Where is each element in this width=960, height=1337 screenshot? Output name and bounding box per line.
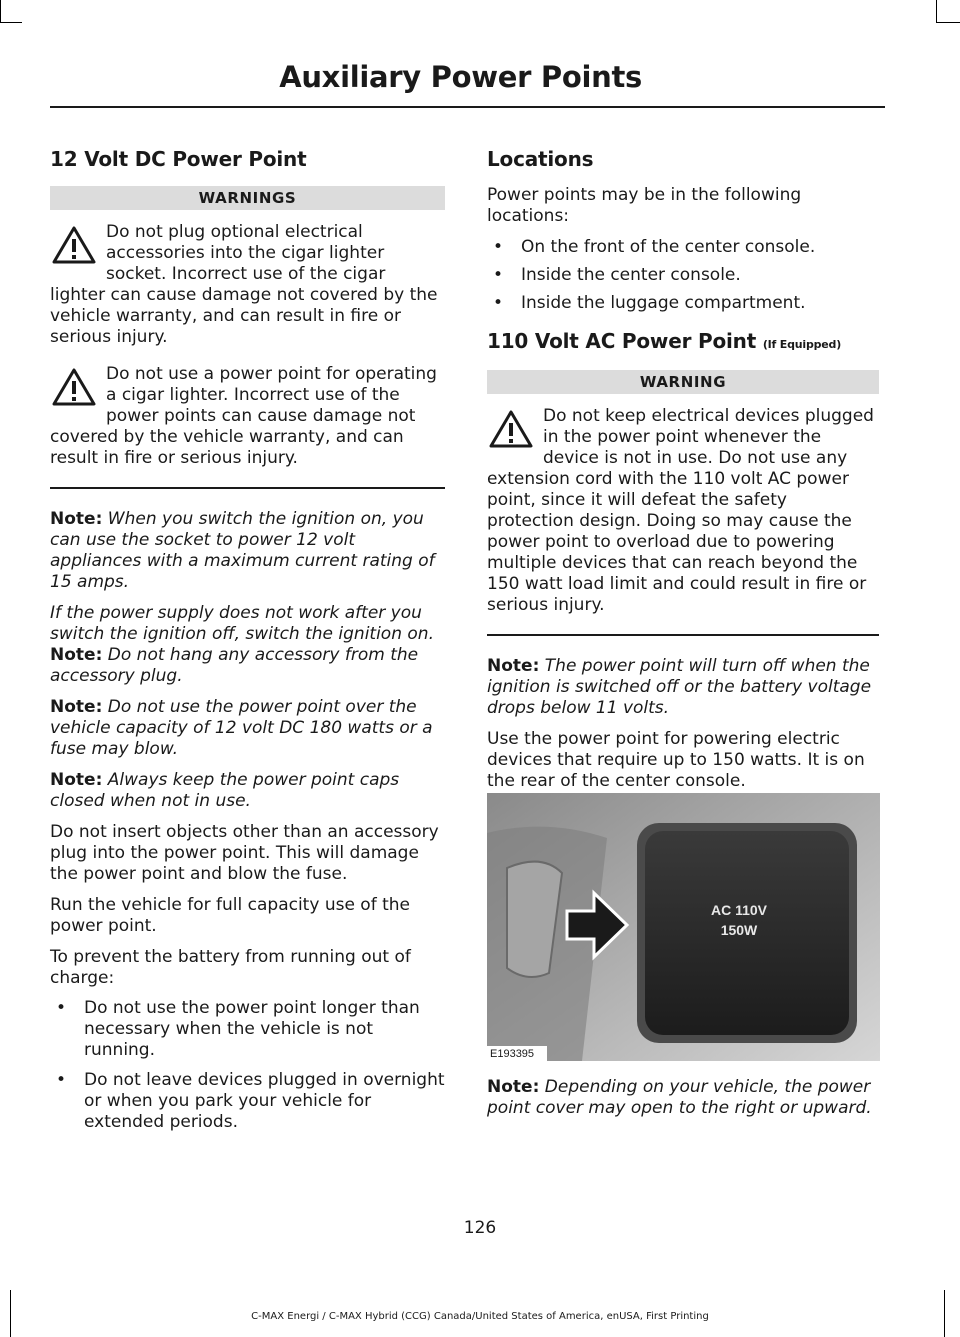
warning-block [50, 222, 445, 348]
section-heading-12v: 12 Volt DC Power Point [50, 147, 307, 171]
warning-text: Do not plug optional electrical accessories into the cigar lighter socket. Incorrect use of the cigar lighter can cause damage not covered by the vehicle warranty, and can result in fire or serious injury. [50, 222, 438, 347]
note-text: The power point will turn off when the ignition is switched off or the battery voltage drops below 11 volts. [487, 655, 872, 718]
right-column [487, 185, 882, 314]
warning-text: Do not keep electrical devices plugged in the power point whenever the device is not in use. Do not use any extension cord with the 110 volt AC power point, since it will defeat the safety protection design. Doing so may cause the power point to overload due to powering multiple devices that can reach beyond the 150 watt load limit and could result in fire or serious injury. [487, 406, 874, 615]
body-paragraph: Use the power point for powering electric devices that require up to 150 watts. It is on the rear of the center console. [487, 728, 865, 791]
bullet-list [50, 998, 445, 1133]
note-label: Note: [487, 655, 540, 676]
note-label: Note: [50, 644, 103, 665]
crop-mark [936, 22, 960, 23]
note-label: Note: [50, 769, 103, 790]
body-paragraph: To prevent the battery from running out of charge: [50, 946, 411, 988]
note [50, 697, 445, 760]
list-item: • Do not use the power point longer than necessary when the vehicle is not running. [50, 998, 445, 1061]
warning-triangle-icon [50, 224, 98, 268]
note-label: Note: [50, 508, 103, 529]
heading-text: 110 Volt AC Power Point [487, 329, 757, 353]
crop-mark [0, 22, 22, 23]
body-paragraph: Do not insert objects other than an accessory plug into the power point. This will damage the power point and blow the fuse. [50, 821, 439, 884]
warnings-bar: WARNINGS [50, 186, 445, 210]
power-point-illustration [487, 793, 880, 1061]
header-rule [50, 106, 885, 108]
footer-text: C-MAX Energi / C-MAX Hybrid (CCG) Canada/United States of America, enUSA, First Printing [251, 1311, 709, 1322]
right-column-lower [487, 370, 879, 792]
image-code: E193395 [490, 1048, 535, 1060]
note-text: Do not hang any accessory from the accessory plug. [50, 644, 419, 686]
image-label: 150W [720, 922, 758, 938]
body-paragraph: Run the vehicle for full capacity use of the power point. [50, 894, 410, 936]
note [50, 645, 445, 687]
console-photo [487, 793, 880, 1061]
warning-end-rule [487, 634, 879, 636]
note [50, 770, 445, 812]
note [487, 656, 879, 719]
warning-text: Do not use a power point for operating a cigar lighter. Incorrect use of the power points can cause damage not covered by the vehicle warranty, and can result in fire or serious injury. [50, 364, 437, 468]
heading-suffix: (If Equipped) [762, 338, 842, 351]
note-label: Note: [487, 1077, 540, 1097]
list-item: • On the front of the center console. [487, 237, 882, 258]
note-text: Always keep the power point caps closed when not in use. [50, 769, 400, 811]
note-label: Note: [50, 696, 103, 717]
warning-block [50, 364, 445, 469]
left-column [50, 186, 445, 1133]
note-text: Do not use the power point over the vehicle capacity of 12 volt DC 180 watts or a fuse may blow. [50, 696, 433, 759]
locations-list [487, 237, 882, 314]
list-item: • Inside the center console. [487, 265, 882, 286]
crop-mark [0, 0, 1, 22]
section-heading-110v [487, 329, 841, 353]
warning-block [487, 406, 879, 616]
body-paragraph: Power points may be in the following locations: [487, 185, 802, 226]
crop-mark [936, 0, 937, 22]
warning-bar: WARNING [487, 370, 879, 394]
note-text: If the power supply does not work after you switch the ignition off, switch the ignition on. [50, 602, 434, 644]
note-text: When you switch the ignition on, you can use the socket to power 12 volt appliances with a maximum current rating of 15 amps. [50, 508, 435, 592]
warning-triangle-icon [50, 366, 98, 410]
list-item: • Inside the luggage compartment. [487, 293, 882, 314]
warning-end-rule [50, 487, 445, 489]
note-text: Depending on your vehicle, the power point cover may open to the right or upward. [487, 1077, 872, 1118]
note [50, 509, 445, 593]
page-title: Auxiliary Power Points [279, 60, 642, 94]
page-number: 126 [463, 1218, 497, 1238]
section-heading-locations: Locations [487, 147, 594, 171]
list-item: • Do not leave devices plugged in overnight or when you park your vehicle for extended periods. [50, 1070, 445, 1133]
note [487, 1077, 880, 1119]
note-continued [50, 603, 445, 645]
image-label: AC 110V [710, 902, 768, 918]
warning-triangle-icon [487, 408, 535, 452]
